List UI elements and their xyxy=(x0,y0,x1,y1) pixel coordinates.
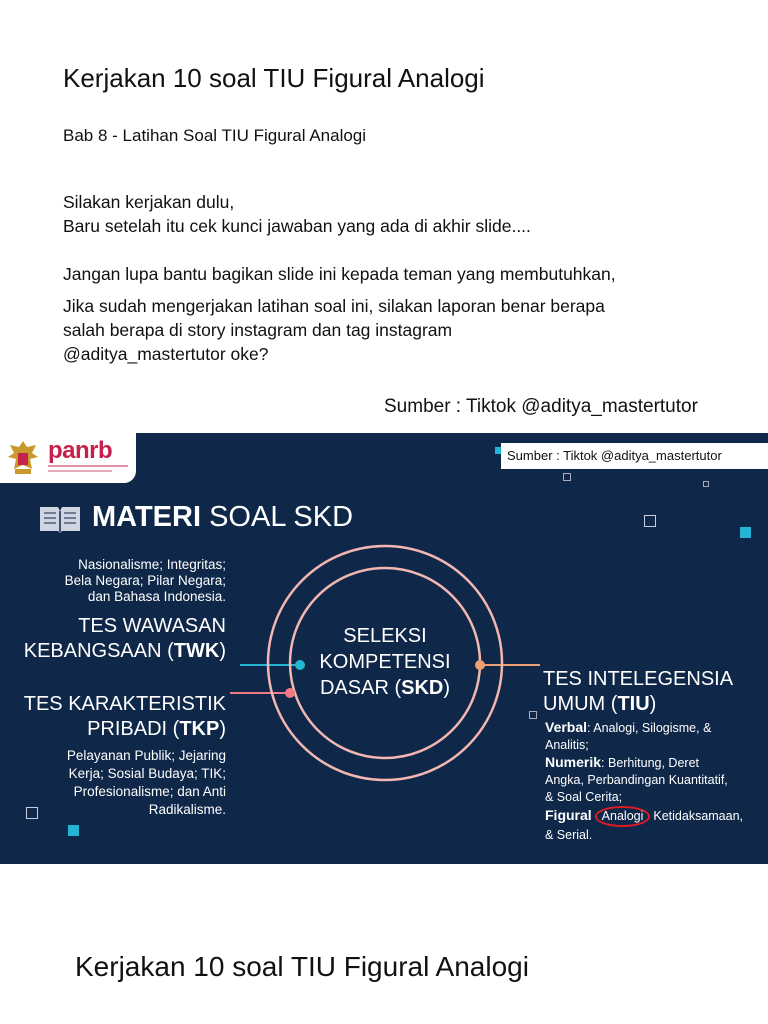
tiu-verbal-line: Analitis; xyxy=(545,738,589,752)
instruction-block-1 xyxy=(63,190,531,238)
footer-title: Kerjakan 10 soal TIU Figural Analogi xyxy=(75,951,529,982)
tiu-title-line: UMUM (TIU) xyxy=(543,693,657,715)
tkp-desc-line: Radikalisme. xyxy=(148,802,226,817)
center-line: SELEKSI xyxy=(343,625,427,647)
instruction-block-3 xyxy=(63,294,605,366)
twk-desc-line: Bela Negara; Pilar Negara; xyxy=(64,573,226,588)
instruction-line: @aditya_mastertutor oke? xyxy=(63,344,269,364)
tiu-title-line: TES INTELEGENSIA xyxy=(543,668,734,690)
tkp-desc-line: Kerja; Sosial Budaya; TIK; xyxy=(68,766,226,781)
twk-title-line: TES WAWASAN xyxy=(78,615,226,637)
skd-banner-image xyxy=(0,433,768,864)
tiu-numerik-line: & Soal Cerita; xyxy=(545,790,623,804)
instruction-line: salah berapa di story instagram dan tag instagram xyxy=(63,320,453,340)
twk-title-line: KEBANGSAAN (TWK) xyxy=(23,640,226,662)
tkp-desc-line: Profesionalisme; dan Anti xyxy=(73,784,226,799)
source-credit: Sumber : Tiktok @aditya_mastertutor xyxy=(384,396,698,417)
tkp-title-line: TES KARAKTERISTIK xyxy=(23,693,226,715)
tkp-title-line: PRIBADI (TKP) xyxy=(87,718,226,740)
page-title: Kerjakan 10 soal TIU Figural Analogi xyxy=(63,63,485,93)
instruction-line: Baru setelah itu cek kunci jawaban yang ada di akhir slide.... xyxy=(63,216,531,236)
tkp-desc-line: Pelayanan Publik; Jejaring xyxy=(66,748,226,763)
twk-desc-line: dan Bahasa Indonesia. xyxy=(87,589,226,604)
tiu-verbal-line: Verbal: Analogi, Silogisme, & xyxy=(545,719,712,735)
center-line: KOMPETENSI xyxy=(319,651,451,673)
materi-heading-rest: SOAL SKD xyxy=(209,501,354,533)
source-overlay: Sumber : Tiktok @aditya_mastertutor xyxy=(501,443,768,469)
analogi-highlight: Analogi xyxy=(595,806,651,827)
panrb-wordmark: panrb xyxy=(48,437,113,464)
skd-center-label xyxy=(295,623,475,701)
tiu-numerik-line: Numerik: Berhitung, Deret xyxy=(545,754,699,770)
materi-heading-bold: MATERI xyxy=(92,501,202,533)
tiu-numerik-line: Angka, Perbandingan Kuantitatif, xyxy=(545,773,728,787)
tiu-description xyxy=(545,719,767,844)
center-line: DASAR (SKD) xyxy=(319,677,451,699)
instruction-line: Silakan kerjakan dulu, xyxy=(63,192,235,212)
twk-description xyxy=(20,557,226,605)
instruction-block-2 xyxy=(63,262,616,286)
instruction-line: Jika sudah mengerjakan latihan soal ini, silakan laporan benar berapa xyxy=(63,296,605,316)
twk-title xyxy=(0,614,226,664)
page-subtitle: Bab 8 - Latihan Soal TIU Figural Analogi xyxy=(63,126,367,145)
tkp-description xyxy=(20,747,226,819)
twk-desc-line: Nasionalisme; Integritas; xyxy=(78,557,226,572)
instruction-line: Jangan lupa bantu bagikan slide ini kepada teman yang membutuhkan, xyxy=(63,264,616,284)
tiu-title xyxy=(543,667,763,717)
tkp-title xyxy=(0,692,226,742)
tiu-figural-line: Figural Analogi Ketidaksamaan, xyxy=(545,806,767,827)
tiu-figural-line: & Serial. xyxy=(545,828,593,842)
